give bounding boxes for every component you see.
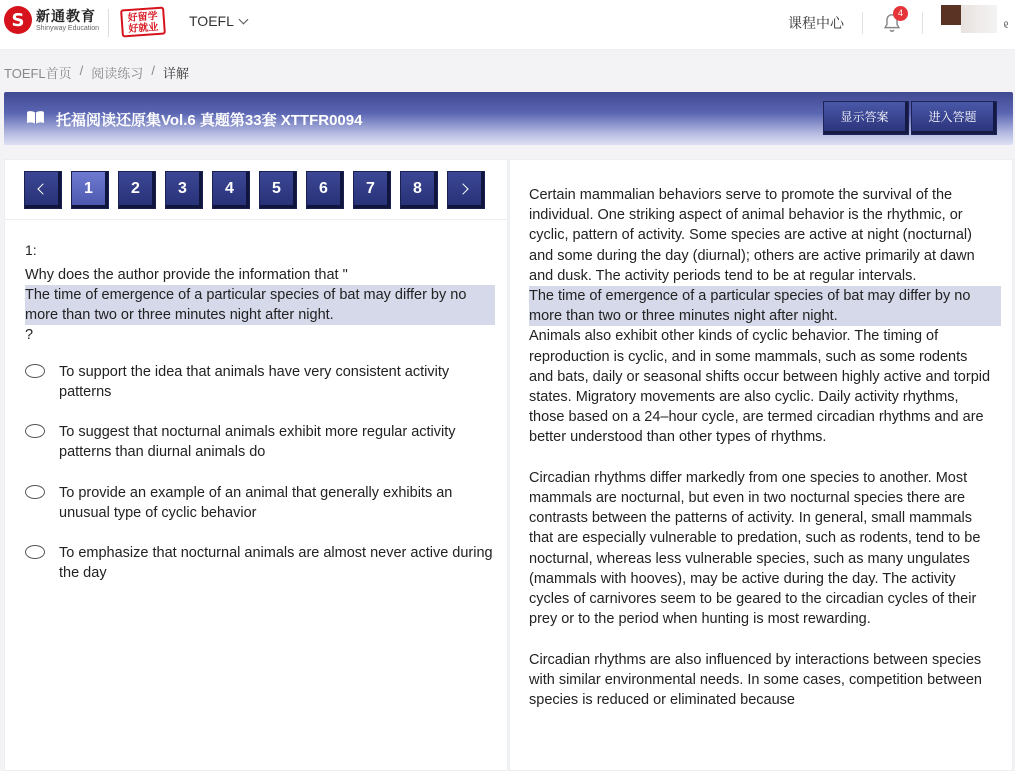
passage-panel[interactable] [509, 159, 1013, 771]
breadcrumb-practice[interactable]: 阅读练习 [91, 66, 144, 81]
question-number: 1: [25, 242, 37, 258]
page-title: 托福阅读还原集Vol.6 真题第33套 XTTFR0094 [56, 112, 363, 129]
answer-option-text: To provide an example of an animal that generally exhibits an unusual type of cyclic behavior [59, 485, 453, 521]
test-title-bar [4, 92, 1013, 145]
logo-s-icon: S [4, 6, 32, 34]
exam-select[interactable] [189, 13, 247, 29]
chevron-down-icon [238, 14, 248, 24]
notification-count-badge: 4 [893, 6, 908, 21]
exam-select-label: TOEFL [189, 13, 234, 29]
question-stem [25, 265, 495, 345]
passage-paragraph-2: Circadian rhythms differ markedly from one species to another. Most mammals are nocturnal, but even in two nocturnal species there are contrasts between the patterns of activity. In general, small mammals that are especially vulnerable to predation, such as rodents, tend to be nocturnal, whereas less vulnerable species, such as many ungulates (mammals with hooves), may be active during the day. The activity cycles of carnivores seem to be geared to the circadian cycles of their prey or to the period when hunting is most rewarding. [529, 469, 981, 628]
passage-paragraph-3: Circadian rhythms are also influenced by interactions between species with similar environmental needs. In some cases, competition between species is reduced or eliminated because [529, 651, 982, 709]
chevron-left-icon [37, 183, 48, 194]
passage-paragraph-1 [529, 185, 995, 448]
question-page-5[interactable]: 5 [260, 172, 296, 208]
breadcrumb-current: 详解 [162, 66, 189, 81]
question-stem-intro: Why does the author provide the information that " [25, 267, 348, 283]
answer-option-c[interactable] [25, 483, 495, 523]
breadcrumb [4, 63, 189, 82]
header-divider [922, 12, 923, 34]
answer-option-b[interactable] [25, 422, 495, 462]
show-answer-button[interactable]: 显示答案 [824, 102, 908, 134]
question-pager [5, 160, 507, 220]
question-page-3[interactable]: 3 [166, 172, 202, 208]
username-blurred[interactable] [961, 5, 997, 33]
question-page-6[interactable]: 6 [307, 172, 343, 208]
question-page-7[interactable]: 7 [354, 172, 390, 208]
header-divider [862, 12, 863, 34]
logo-name-en: Shinyway Education [36, 24, 100, 32]
logo-divider [108, 9, 109, 37]
enter-answering-button[interactable]: 进入答题 [912, 102, 996, 134]
radio-button[interactable] [25, 485, 45, 499]
slogan-badge: 好留学 好就业 [120, 6, 166, 37]
book-icon [26, 110, 45, 125]
answer-option-a[interactable] [25, 362, 495, 402]
question-page-1[interactable]: 1 [72, 172, 108, 208]
question-stem-highlight: The time of emergence of a particular species of bat may differ by no more than two or three minutes night after night. [25, 285, 495, 325]
avatar[interactable] [941, 5, 961, 25]
breadcrumb-separator: / [79, 63, 84, 78]
passage-highlighted-sentence: The time of emergence of a particular species of bat may differ by no more than two or three minutes night after night. [529, 286, 1001, 326]
chevron-right-icon [457, 183, 468, 194]
reading-passage [529, 185, 995, 730]
radio-button[interactable] [25, 545, 45, 559]
next-question-button[interactable] [448, 172, 484, 208]
question-page-4[interactable]: 4 [213, 172, 249, 208]
top-header [0, 0, 1015, 50]
question-stem-end: ? [25, 327, 34, 343]
answer-option-text: To emphasize that nocturnal animals are almost never active during the day [59, 545, 493, 581]
shinyway-logo[interactable] [4, 6, 99, 34]
user-menu-trigger[interactable]: ᵨ [1004, 16, 1009, 28]
radio-button[interactable] [25, 424, 45, 438]
breadcrumb-separator: / [151, 63, 155, 78]
passage-text: Animals also exhibit other kinds of cyclic behavior. The timing of reproduction is cyclic, and in some mammals, such as some rodents and bats, daily or seasonal shifts occur between highly active and torpid states. Migratory movements are also cyclic. Daily activity rhythms, those based on a 24–hour cycle, are termed circadian rhythms and are better understood than other types of rhythms. [529, 328, 991, 446]
question-page-2[interactable]: 2 [119, 172, 155, 208]
answer-option-text: To suggest that nocturnal animals exhibit more regular activity patterns than diurnal animals do [59, 424, 456, 460]
question-page-8[interactable]: 8 [401, 172, 437, 208]
question-panel [4, 159, 508, 771]
answer-option-d[interactable] [25, 543, 495, 583]
logo-name-cn: 新通教育 [36, 7, 96, 24]
radio-button[interactable] [25, 364, 45, 378]
answer-option-text: To support the idea that animals have very consistent activity patterns [59, 364, 450, 400]
passage-text: Certain mammalian behaviors serve to promote the survival of the individual. One striking aspect of animal behavior is the rhythmic, or cyclic, pattern of activity. Some species are active at night (nocturnal) and some during the day (diurnal); others are active primarily at dawn and dusk. The activity periods tend to be at regular intervals. [529, 187, 975, 284]
prev-question-button[interactable] [25, 172, 61, 208]
breadcrumb-home[interactable]: TOEFL首页 [4, 66, 72, 81]
course-center-link[interactable]: 课程中心 [788, 15, 844, 31]
